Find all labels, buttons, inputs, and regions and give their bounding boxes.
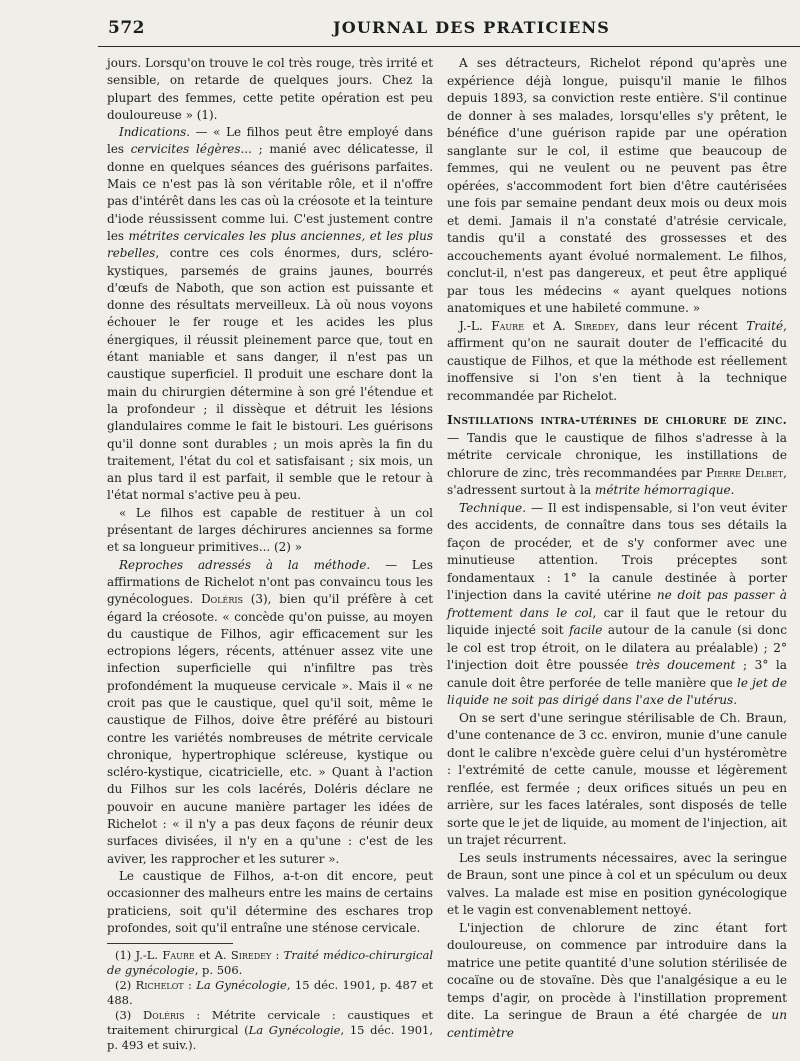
emphasis: un centimètre: [447, 1008, 787, 1040]
author-name: Richelot: [135, 978, 184, 993]
emphasis: métrite hémorragique: [594, 483, 731, 497]
paragraph-technique: [447, 500, 787, 710]
paragraph: A ses détracteurs, Richelot répond qu'après une expérience déjà longue, puisqu'il manie le filhos depuis 1893, sa conviction reste entière. S'il continue de donner à ses malades, lorsqu'elles s'y prêtent, le bénéfice d'une guérison rapide par une opération sanglante sur le col, il estime que beaucoup de femmes, qui ne veulent ou ne peuvent pas être opérées, s'accommodent fort bien d'être cautérisées une fois par semaine pendant deux mois ou deux mois et demi. Jamais il n'a constaté d'atrésie cervicale, tandis qu'il a constaté des grossesses et des accouchements ayant évolué normalement. Le filhos, conclut-il, n'est pas dangereux, et peut être appliqué par tous les médecins « ayant quelques notions anatomiques et une habileté commune. »: [447, 56, 787, 315]
emphasis: La Gynécologie: [248, 1023, 341, 1038]
paragraph: On se sert d'une seringue stérilisable de Ch. Braun, d'une contenance de 3 cc. environ, munie d'une canule dont le calibre n'excède guère celui d'un hystéromètre : l'extrémité de cette canule, mousse et légèrement renflée, est fermée ; deux orifices situés un peu en arrière, sur les faces latérales, sont disposés de telle sorte que le jet de liquide, au moment de l'injection, ait un trajet récurrent.: [447, 710, 788, 847]
author-name: Pierre Delbet: [705, 465, 784, 480]
text: ... ; manié avec délicatesse, il donne en quelques séances des guérisons parfaites. Mais ce n'est pas là son véritable rôle, et il n'offre pas d'intérêt dans les cas où la créosote et la teinture d'iode réussissent comme lui. C'est justement contre les: [107, 142, 433, 243]
emphasis: Traité médico-chirurgical de gynécologie: [107, 948, 433, 978]
emphasis: La Gynécologie: [196, 978, 287, 993]
text: : Métrite cervicale : caustiques et traitement chirurgical (: [107, 1008, 433, 1038]
paragraph: jours. Lorsqu'on trouve le col très rouge, très irrité et sensible, on retarde de quelques jours. Chez la plupart des femmes, cette petite opération est peu douloureuse » (1).: [107, 56, 433, 122]
text: — Tandis que le caustique de filhos s'adresse à la métrite cervicale chronique, les instillations de chlorure de zinc, très recommandées par: [447, 430, 787, 480]
text: , dans leur récent: [615, 318, 747, 333]
author-name: Siredey: [574, 318, 616, 333]
text: , affirment qu'on ne saurait douter de l'efficacité du caustique de Filhos, et que la méthode est réellement inoffensive si l'on s'en tient à la technique recommandée par Richelot.: [447, 318, 788, 403]
emphasis: le jet de liquide ne soit pas dirigé dans l'axe de l'utérus: [447, 675, 787, 707]
text: :: [183, 978, 197, 993]
emphasis: ne doit pas passer à frottement dans le col: [447, 588, 787, 620]
text: :: [271, 948, 284, 963]
text: L'injection de chlorure de zinc étant fort douloureuse, on commence par introduire dans la matrice une petite quantité d'une solution stérilisée de cocaïne ou de stovaïne. Dès que l'analgésique a eu le temps d'agir, on procède à l'instillation proprement dite. La seringue de Braun a été chargée de: [447, 920, 787, 1022]
paragraph-indications: [107, 124, 433, 505]
author-name: Doléris: [201, 592, 244, 607]
paragraph: Le caustique de Filhos, a-t-on dit encore, peut occasionner des malheurs entre les mains de certains praticiens, soit qu'il détermine des eschares trop profondes, soit qu'il entraîne une sténose cervicale.: [107, 868, 433, 935]
footnote-2: [107, 978, 433, 1008]
footnote-rule: [107, 943, 233, 944]
author-name: Siredey: [230, 948, 272, 963]
text: .: [730, 483, 735, 497]
paragraph: Les seuls instruments nécessaires, avec la seringue de Braun, sont une pince à col et un spéculum ou deux valves. La malade est mise en position gynécologique et le vagin est convenablement nettoyé.: [447, 850, 787, 917]
section-heading: Indications.: [119, 125, 191, 140]
author-name: Faure: [162, 948, 195, 963]
text: , p. 506.: [194, 963, 243, 978]
right-column: [447, 55, 787, 1042]
text: — Il est indispensable, si l'on veut éviter des accidents, de connaître dans tous ses détails la façon de procéder, et de s'y conformer avec une minutieuse attention. Trois préceptes sont fondamentaux : 1° la canule destinée à porter l'injection dans la cavité utérine: [447, 500, 787, 602]
author-name: Doléris: [143, 1008, 185, 1023]
paragraph-instillations: [447, 411, 787, 500]
emphasis: cervicites légères: [130, 142, 241, 157]
text: , 15 déc. 1901, p. 493 et suiv.).: [107, 1023, 434, 1053]
author-name: Faure: [491, 318, 525, 333]
text: ; 3° la canule doit être perforée de telle manière que: [447, 658, 787, 690]
text: , s'adressent surtout à la: [447, 465, 787, 497]
emphasis: Traité: [746, 318, 784, 333]
footnote-1: [107, 948, 433, 978]
text: (2): [115, 978, 136, 993]
paragraph: [447, 920, 787, 1043]
section-heading: Reproches adressés à la méthode.: [119, 557, 371, 572]
text: et A.: [194, 948, 231, 963]
text: (3), bien qu'il préfère à cet égard la créosote. « concède qu'on puisse, au moyen du caustique de Filhos, agir efficacement sur les ectropions légers, récents, atténuer assez vite une infection superficielle qui n'infiltre pas très profondément la muqueuse cervicale ». Mais il « ne croit pas que le caustique, quel qu'il soit, même le caustique de Filhos, doive être préféré au bistouri contre les variétés nombreuses de métrite cervicale chronique, hypertrophique scléreuse, kystique ou scléro-kystique, cicatricielle, etc. » Quant à l'action du Filhos sur les cols lacérés, Doléris déclare ne pouvoir en aucune manière partager les idées de Richelot : « il n'y a pas deux façons de réunir deux surfaces divisées, il n'y en a qu'une : c'est de les aviver, les rapprocher et les suturer ».: [107, 592, 433, 866]
text: (1) J.-L.: [115, 948, 163, 963]
text: (3): [115, 1008, 144, 1023]
text: et A.: [524, 318, 575, 333]
paragraph-reproches: [107, 557, 433, 868]
text: , car il faut que le retour du liquide injecté soit: [447, 605, 787, 637]
header-rule: [98, 46, 800, 47]
text: J.-L.: [459, 318, 492, 333]
footnotes: [107, 948, 433, 1053]
page-number: 572: [108, 18, 145, 38]
section-heading: Technique.: [459, 500, 527, 515]
text: autour de la canule (si donc le col est trop étroit, on le dilatera au préalable) ; 2° l'injection doit être poussée: [447, 623, 787, 672]
emphasis: métrites cervicales les plus anciennes, et les plus rebelles: [107, 228, 433, 261]
emphasis: facile: [569, 623, 603, 637]
text: , contre ces cols énormes, durs, scléro-kystiques, parsemés de grains jaunes, bourrés d'œufs de Naboth, que son action est puissante et donne des résultats merveilleux. Là où nous voyons échouer le fer rouge et les acides les plus énergiques, il réussit pleinement parce que, tout en étant maniable et sans danger, il n'est pas un caustique superficiel. Il produit une eschare dont la main du chirurgien détermine à son gré l'étendue et la profondeur ; il dissèque et détruit les lésions glandulaires comme le fait le bistouri. Les guérisons qu'il donne sont durables ; un mois après la fin du traitement, l'état du col et satisfaisant ; six mois, un an plus tard il est parfait, il semble que le retour à l'état normal s'active peu à peu.: [107, 246, 433, 503]
paragraph: « Le filhos est capable de restituer à un col présentant de larges déchirures anciennes sa forme et sa longueur primitives... (2) »: [107, 505, 433, 555]
page-header: [0, 0, 800, 52]
journal-title: JOURNAL DES PRATICIENS: [333, 18, 611, 37]
text: .: [733, 693, 738, 707]
paragraph-faure-siredey: [447, 318, 787, 406]
text: , 15 déc. 1901, p. 487 et 488.: [107, 978, 433, 1008]
text: — Les affirmations de Richelot n'ont pas convaincu tous les gynécologues.: [107, 557, 433, 607]
section-heading: Instillations intra-utérines de chlorure de zinc.: [447, 412, 787, 427]
emphasis: très doucement: [635, 658, 736, 672]
footnote-3: [107, 1008, 433, 1053]
text: — « Le filhos peut être employé dans les: [107, 125, 433, 157]
left-column: [107, 55, 433, 1053]
